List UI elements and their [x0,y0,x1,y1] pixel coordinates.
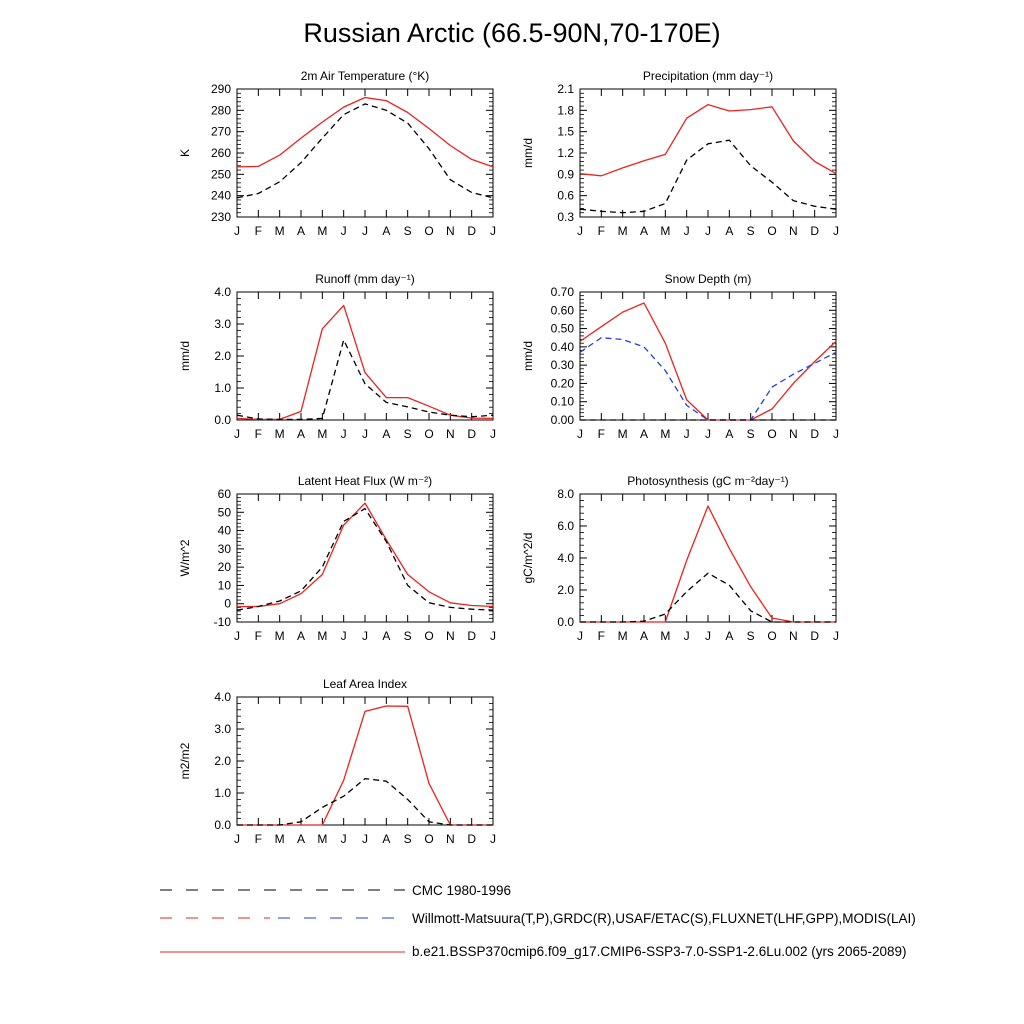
x-tick-label: M [617,629,628,643]
y-tick-label: 0.0 [214,413,231,427]
y-axis-label: mm/d [521,138,535,168]
y-tick-label: 270 [210,124,231,139]
x-tick-label: M [317,832,328,846]
x-tick-label: D [810,224,820,238]
x-tick-label: F [597,629,606,643]
y-tick-label: 40 [217,523,231,538]
x-tick-label: S [403,427,412,441]
x-tick-label: J [490,629,496,643]
x-tick-label: N [788,427,798,441]
page-title: Russian Arctic (66.5-90N,70-170E) [303,18,721,48]
x-tick-label: A [639,224,649,238]
x-tick-label: J [490,224,496,238]
y-tick-label: 0.3 [557,210,574,224]
y-tick-label: 1.2 [557,146,574,160]
x-tick-label: J [234,224,240,238]
x-tick-label: D [467,832,477,846]
series-line-dashed-black [237,104,493,198]
x-tick-label: J [234,427,240,441]
y-tick-label: 2.0 [214,349,231,363]
series-line-solid-red [237,706,493,825]
y-tick-label: 3.0 [214,317,231,331]
x-tick-label: J [833,629,839,643]
x-tick-label: J [705,224,711,238]
legend-samples [160,890,405,952]
series-line-solid-red [237,305,493,419]
x-tick-label: J [234,629,240,643]
x-tick-label: M [317,427,328,441]
legend-label-model: b.e21.BSSP370cmip6.f09_g17.CMIP6-SSP3-7.0-SSP1-2.6Lu.002 (yrs 2065-2089) [412,944,907,959]
x-tick-label: J [577,427,583,441]
x-tick-label: M [317,224,328,238]
x-tick-label: A [296,224,306,238]
y-tick-label: 0.10 [550,394,574,409]
series-line-solid-red [580,105,836,176]
x-tick-label: S [746,629,755,643]
y-tick-label: 4.0 [214,285,231,299]
y-tick-label: 0.00 [550,413,574,427]
chart-panel-1 [521,69,839,238]
x-tick-label: J [362,832,368,846]
x-tick-label: M [274,629,285,643]
y-tick-label: 3.0 [214,722,231,736]
x-tick-label: J [833,224,839,238]
series-line-solid-red [580,303,836,420]
x-tick-label: M [317,629,328,643]
y-tick-label: 250 [210,167,231,182]
y-tick-label: 290 [210,82,231,96]
series-line-dashed-black [237,509,493,610]
chart-panel-6 [178,677,496,846]
y-tick-label: 1.8 [557,103,574,118]
x-tick-label: A [639,629,649,643]
x-tick-label: J [362,427,368,441]
y-axis-label: m2/m2 [178,742,192,780]
x-tick-label: S [403,224,412,238]
x-tick-label: D [467,224,477,238]
x-tick-label: F [597,427,606,441]
x-tick-label: J [705,427,711,441]
x-tick-label: M [660,629,671,643]
x-tick-label: F [254,629,263,643]
x-tick-label: S [746,224,755,238]
legend-label-observations: Willmott-Matsuura(T,P),GRDC(R),USAF/ETAC(S),FLUXNET(LHF,GPP),MODIS(LAI) [412,911,916,926]
x-tick-label: D [810,427,820,441]
x-tick-label: D [467,629,477,643]
y-tick-label: 4.0 [557,551,574,565]
x-tick-label: A [296,427,306,441]
panel-title: 2m Air Temperature (°K) [300,69,430,83]
x-tick-label: J [833,427,839,441]
x-tick-label: A [382,629,391,643]
x-tick-label: F [597,224,606,238]
x-tick-label: J [705,629,711,643]
x-tick-label: O [767,224,777,238]
x-tick-label: J [340,427,347,441]
panel-title: Precipitation (mm day⁻¹) [642,69,774,83]
x-tick-label: D [467,427,477,441]
x-tick-label: J [683,427,690,441]
chart-panel-5 [521,474,839,643]
series-line-solid-red [237,98,493,167]
y-tick-label: 2.1 [557,82,574,96]
y-tick-label: 2.0 [214,754,231,768]
x-tick-label: N [788,224,798,238]
x-tick-label: S [403,629,412,643]
y-tick-label: 230 [210,210,231,224]
x-tick-label: S [746,427,755,441]
panel-title: Latent Heat Flux (W m⁻²) [297,474,433,488]
y-tick-label: 0.9 [557,167,574,182]
x-tick-label: J [490,832,496,846]
series-line-dashed-black [237,340,493,419]
x-tick-label: D [810,629,820,643]
x-tick-label: M [617,427,628,441]
x-tick-label: O [424,832,434,846]
x-tick-label: J [362,629,368,643]
chart-panel-0 [178,69,496,238]
y-axis-label: mm/d [178,341,192,371]
plot-frame [237,697,493,825]
x-tick-label: A [382,224,391,238]
y-tick-label: 10 [217,578,231,593]
x-tick-label: M [617,224,628,238]
y-tick-label: 0.70 [550,285,574,299]
x-tick-label: M [660,224,671,238]
x-tick-label: O [424,427,434,441]
plot-frame [237,292,493,420]
x-tick-label: J [577,629,583,643]
x-tick-label: M [274,427,285,441]
x-tick-label: F [254,427,263,441]
x-tick-label: O [424,629,434,643]
x-tick-label: J [577,224,583,238]
x-tick-label: A [296,832,306,846]
x-tick-label: J [683,629,690,643]
x-tick-label: N [788,629,798,643]
panel-title: Snow Depth (m) [664,272,752,286]
y-tick-label: 6.0 [557,519,574,533]
x-tick-label: J [490,427,496,441]
plot-frame [580,292,836,420]
x-tick-label: A [725,427,734,441]
y-tick-label: 60 [217,487,231,501]
x-tick-label: J [234,832,240,846]
x-tick-label: M [274,832,285,846]
x-tick-label: O [767,427,777,441]
x-tick-label: M [660,427,671,441]
x-tick-label: F [254,832,263,846]
y-tick-label: 0.6 [557,188,574,203]
panel-title: Runoff (mm day⁻¹) [315,272,415,286]
plot-frame [580,89,836,217]
y-tick-label: 0.20 [550,376,574,391]
y-tick-label: 260 [210,146,231,160]
series-line-solid-red [580,506,836,622]
y-tick-label: 50 [217,505,231,520]
x-tick-label: M [274,224,285,238]
panel-title: Photosynthesis (gC m⁻²day⁻¹) [627,474,789,488]
y-tick-label: 0.0 [557,615,574,629]
y-tick-label: 4.0 [214,690,231,704]
y-axis-label: gC/m^2/d [521,532,535,584]
chart-panel-4 [178,474,496,643]
y-tick-label: 1.5 [557,124,574,139]
x-tick-label: A [725,224,734,238]
y-tick-label: 0 [224,596,231,611]
x-tick-label: J [340,224,347,238]
x-tick-label: N [445,224,455,238]
plot-frame [580,494,836,622]
y-tick-label: 0.30 [550,358,574,373]
y-tick-label: 1.0 [214,786,231,800]
y-tick-label: 240 [210,188,231,203]
y-axis-label: mm/d [521,341,535,371]
x-tick-label: F [254,224,263,238]
x-tick-label: J [340,629,347,643]
x-tick-label: O [424,224,434,238]
chart-panel-2 [178,272,496,441]
x-tick-label: A [639,427,649,441]
x-tick-label: J [340,832,347,846]
x-tick-label: A [382,427,391,441]
y-tick-label: 280 [210,103,231,118]
x-tick-label: S [403,832,412,846]
y-tick-label: 0.0 [214,818,231,832]
x-tick-label: O [767,629,777,643]
y-tick-label: 0.40 [550,339,574,354]
y-tick-label: 30 [217,541,231,556]
y-tick-label: -10 [213,615,231,629]
series-line-dashed-black [580,573,836,622]
x-tick-label: J [683,224,690,238]
y-tick-label: 1.0 [214,381,231,395]
x-tick-label: A [725,629,734,643]
series-line-dashed-black [580,140,836,213]
x-tick-label: A [382,832,391,846]
series-line-solid-red [237,503,493,606]
plot-frame [237,89,493,217]
x-tick-label: J [362,224,368,238]
y-tick-label: 8.0 [557,487,574,501]
y-axis-label: W/m^2 [178,539,192,577]
y-tick-label: 20 [217,560,231,575]
x-tick-label: N [445,832,455,846]
chart-panel-3 [521,272,839,441]
x-tick-label: N [445,629,455,643]
x-tick-label: N [445,427,455,441]
x-tick-label: A [296,629,306,643]
panel-title: Leaf Area Index [322,677,408,691]
legend-label-cmc: CMC 1980-1996 [412,883,512,898]
y-tick-label: 0.60 [550,303,574,318]
y-tick-label: 0.50 [550,321,574,336]
y-axis-label: K [178,148,192,158]
y-tick-label: 2.0 [557,583,574,597]
